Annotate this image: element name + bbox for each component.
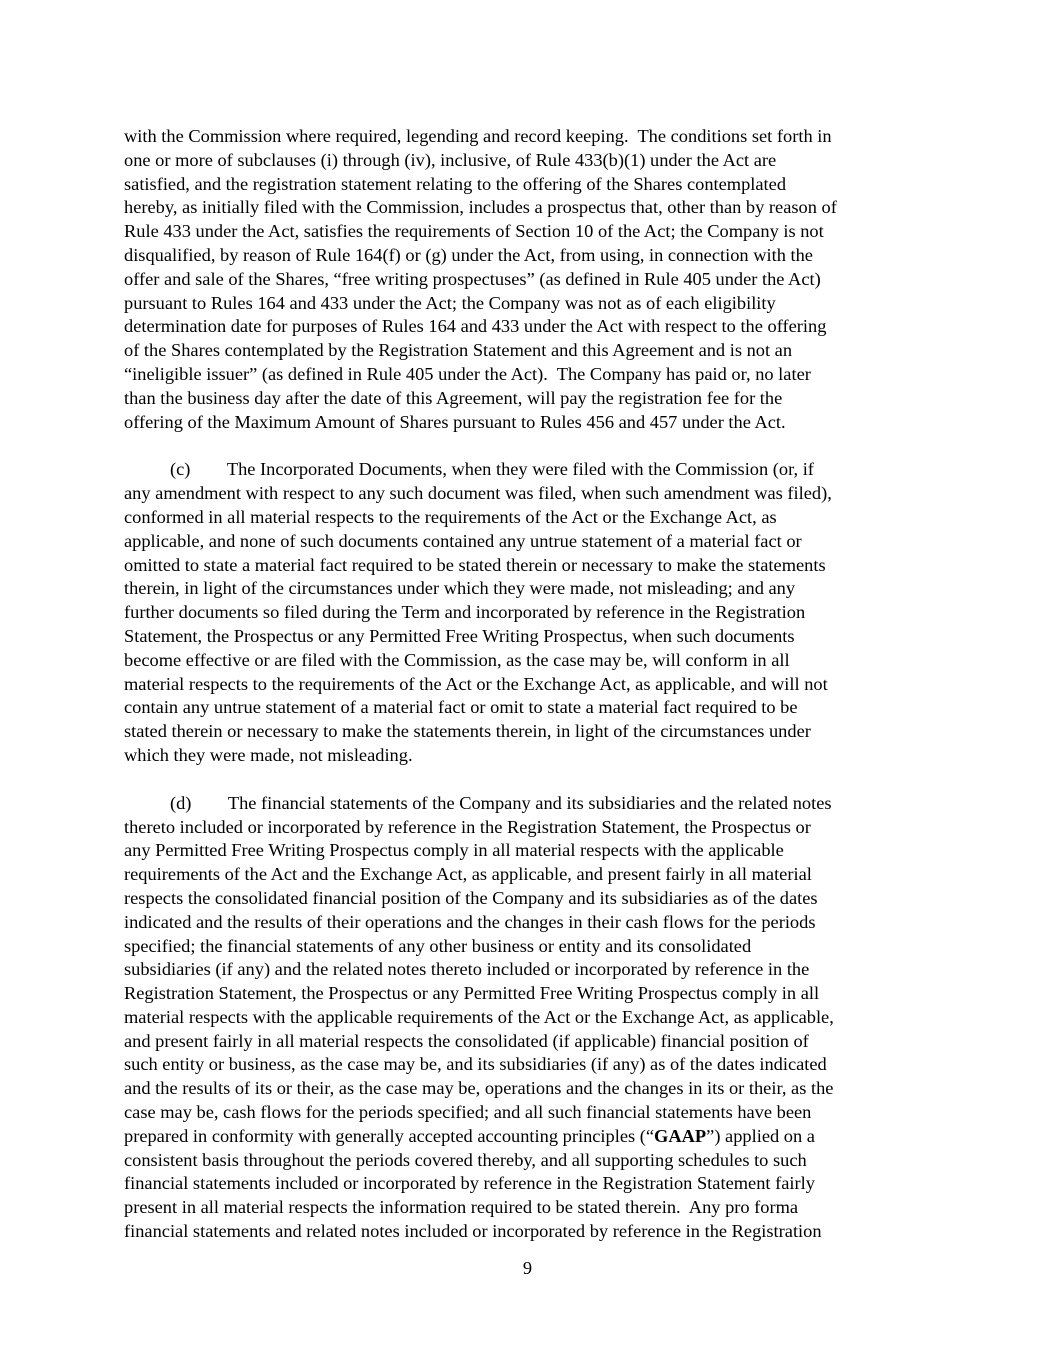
document-body [124, 125, 944, 1268]
text-line: conformed in all material respects to the requirements of the Act or the Exchange Act, as [124, 506, 777, 527]
text-line: with the Commission where required, legending and record keeping. The conditions set forth in [124, 126, 832, 146]
text-line: subsidiaries (if any) and the related notes thereto included or incorporated by reference in the [124, 959, 810, 980]
text-line: therein, in light of the circumstances under which they were made, not misleading; and any [124, 578, 796, 599]
text-line: requirements of the Act and the Exchange Act, as applicable, and present fairly in all material [124, 864, 812, 885]
text-line: of the Shares contemplated by the Registration Statement and this Agreement and is not an [124, 340, 793, 361]
text-line: offering of the Maximum Amount of Shares pursuant to Rules 456 and 457 under the Act. [124, 411, 786, 432]
text-line: than the business day after the date of this Agreement, will pay the registration fee for the [124, 387, 783, 408]
text-line: consistent basis throughout the periods covered thereby, and all supporting schedules to such [124, 1149, 807, 1170]
text-line: thereto included or incorporated by reference in the Registration Statement, the Prospectus or [124, 816, 811, 837]
text-line: (c) The Incorporated Documents, when they were filed with the Commission (or, if [124, 459, 814, 480]
gaap-line-before: prepared in conformity with generally accepted accounting principles (“ [124, 1125, 655, 1146]
text-line: omitted to state a material fact required to be stated therein or necessary to make the statements [124, 554, 826, 575]
text-line: “ineligible issuer” (as defined in Rule 405 under the Act). The Company has paid or, no later [124, 363, 811, 384]
text-line: stated therein or necessary to make the statements therein, in light of the circumstances under [124, 721, 811, 742]
text-line: offer and sale of the Shares, “free writing prospectuses” (as defined in Rule 405 under the Act) [124, 268, 821, 289]
text-line: such entity or business, as the case may be, and its subsidiaries (if any) as of the dates indicated [124, 1054, 827, 1075]
text-line: material respects with the applicable requirements of the Act or the Exchange Act, as applicable, [124, 1006, 834, 1027]
text-line: become effective or are filed with the Commission, as the case may be, will conform in all [124, 649, 790, 670]
text-line: any Permitted Free Writing Prospectus comply in all material respects with the applicable [124, 840, 784, 861]
page-number: 9 [522, 1258, 533, 1278]
text-line: any amendment with respect to any such document was filed, when such amendment was filed), [124, 483, 832, 504]
text-line: contain any untrue statement of a material fact or omit to state a material fact required to be [124, 697, 798, 718]
text-line: Rule 433 under the Act, satisfies the requirements of Section 10 of the Act; the Company is not [124, 221, 824, 242]
text-line: pursuant to Rules 164 and 433 under the Act; the Company was not as of each eligibility [124, 292, 776, 313]
text-line: specified; the financial statements of any other business or entity and its consolidated [124, 935, 752, 956]
text-line: satisfied, and the registration statement relating to the offering of the Shares contemplated [124, 173, 787, 194]
text-line: Registration Statement, the Prospectus or any Permitted Free Writing Prospectus comply in all [124, 983, 820, 1004]
text-line: which they were made, not misleading. [124, 744, 413, 765]
text-line: applicable, and none of such documents contained any untrue statement of a material fact or [124, 530, 802, 551]
text-line: hereby, as initially filed with the Commission, includes a prospectus that, other than by reason of [124, 197, 837, 218]
text-line: disqualified, by reason of Rule 164(f) or (g) under the Act, from using, in connection with the [124, 244, 813, 265]
text-line: Statement, the Prospectus or any Permitted Free Writing Prospectus, when such documents [124, 625, 795, 646]
text-line: and present fairly in all material respects the consolidated (if applicable) financial position of [124, 1030, 809, 1051]
text-line: present in all material respects the information required to be stated therein. Any pro forma [124, 1197, 799, 1218]
gaap-line [124, 1125, 944, 1149]
paragraph-d-lines-before [124, 792, 944, 1125]
text-line: financial statements included or incorporated by reference in the Registration Statement fairly [124, 1173, 815, 1194]
text-line: financial statements and related notes included or incorporated by reference in the Registration [124, 1221, 822, 1242]
gaap-line-after: ”) applied on a [706, 1125, 815, 1146]
paragraph-d-lines-after [124, 1149, 944, 1244]
paragraph-c [124, 458, 944, 767]
text-line: case may be, cash flows for the periods specified; and all such financial statements have been [124, 1102, 812, 1123]
text-line: respects the consolidated financial position of the Company and its subsidiaries as of the dates [124, 887, 818, 908]
text-line: (d) The financial statements of the Company and its subsidiaries and the related notes [124, 792, 832, 813]
text-line: determination date for purposes of Rules 164 and 433 under the Act with respect to the offering [124, 316, 827, 337]
text-line: further documents so filed during the Term and incorporated by reference in the Registration [124, 602, 806, 623]
gaap-term: GAAP [654, 1125, 707, 1146]
paragraph-b-continued [124, 125, 944, 434]
text-line: and the results of its or their, as the case may be, operations and the changes in its or their, as the [124, 1078, 834, 1099]
text-line: material respects to the requirements of the Act or the Exchange Act, as applicable, and will not [124, 673, 828, 694]
text-line: one or more of subclauses (i) through (iv), inclusive, of Rule 433(b)(1) under the Act are [124, 149, 777, 170]
paragraph-d [124, 792, 944, 1244]
text-line: indicated and the results of their operations and the changes in their cash flows for the periods [124, 911, 816, 932]
